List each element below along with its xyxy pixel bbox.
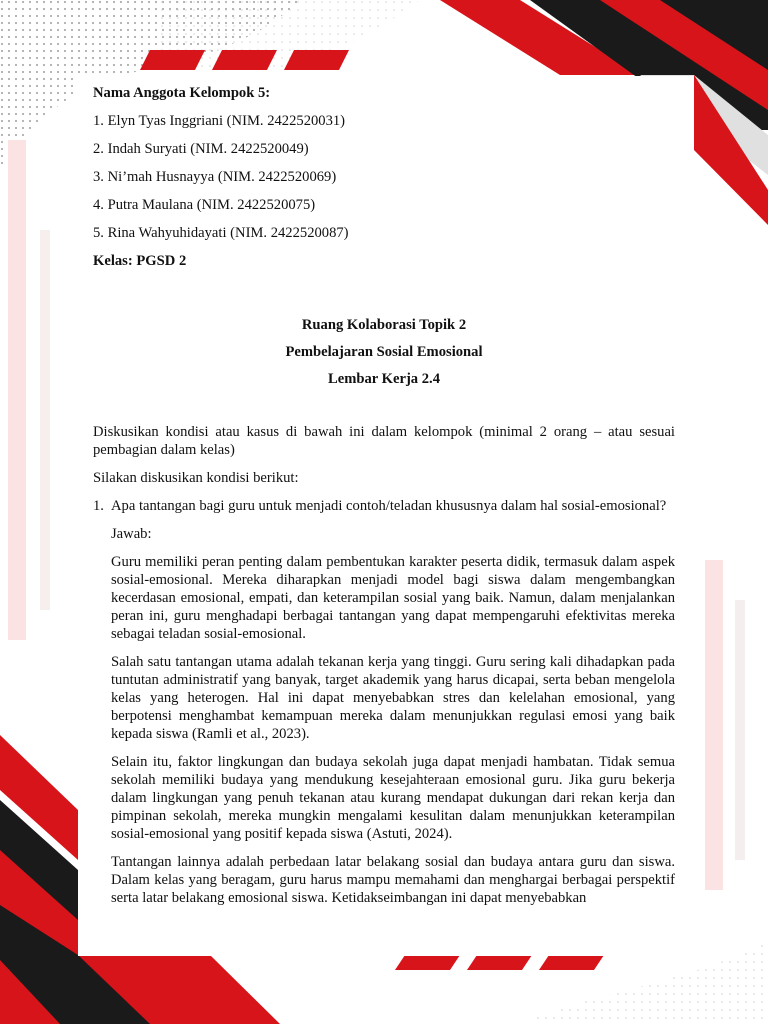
worksheet-label: Lembar Kerja 2.4: [328, 371, 440, 387]
intro-text: Diskusikan kondisi atau kasus di bawah ini dalam kelompok (minimal 2 orang – atau sesuai pembagian dalam kelas): [93, 424, 675, 458]
question-text: Apa tantangan bagi guru untuk menjadi contoh/teladan khususnya dalam hal sosial-emosional?: [111, 498, 667, 514]
member-item: 1. Elyn Tyas Inggriani (NIM. 2422520031): [93, 113, 346, 129]
answer-paragraph: Tantangan lainnya adalah perbedaan latar belakang sosial dan budaya antara guru dan siswa. Dalam kelas yang beragam, guru harus mampu memahami dan menghargai berbagai perspektif serta latar belakang emosional siswa. Ketidakseimbangan ini dapat menyebabkan: [111, 854, 675, 906]
class-label: Kelas: PGSD 2: [93, 253, 187, 269]
answer-paragraph: Guru memiliki peran penting dalam pembentukan karakter peserta didik, termasuk dalam aspek sosial-emosional. Mereka diharapkan menjadi model bagi siswa dalam mengembangkan kecerdasan emosional, empati, dan keterampilan sosial yang baik. Namun, dalam menjalankan peran ini, guru menghadapi berbagai tantangan yang dapat mempengaruhi efektivitas mereka sebagai teladan sosial-emosional.: [111, 554, 675, 642]
document-content: [93, 84, 675, 917]
member-item: 3. Ni’mah Husnayya (NIM. 2422520069): [93, 169, 337, 185]
document-title: Ruang Kolaborasi Topik 2: [301, 317, 467, 333]
question-number: 1.: [93, 498, 104, 514]
member-item: 4. Putra Maulana (NIM. 2422520075): [93, 197, 316, 213]
member-item: 5. Rina Wahyuhidayati (NIM. 2422520087): [93, 225, 349, 241]
answer-paragraph: Selain itu, faktor lingkungan dan budaya sekolah juga dapat menjadi hambatan. Tidak semua sekolah memiliki budaya yang mendukung kesejahteraan emosional guru. Jika guru bekerja dalam lingkungan yang penuh tekanan atau kurang mendapat dukungan dari rekan kerja dan pimpinan sekolah, mereka mungkin mengalami kesulitan dalam menunjukkan keterampilan sosial-emosional yang positif kepada siswa (Astuti, 2024).: [111, 754, 675, 842]
members-title: Nama Anggota Kelompok 5:: [93, 85, 271, 101]
answer-label: Jawab:: [111, 526, 152, 542]
answer-paragraph: Salah satu tantangan utama adalah tekanan kerja yang tinggi. Guru sering kali dihadapkan pada tuntutan administratif yang banyak, target akademik yang harus dicapai, serta beban mengelola kelas yang heterogen. Hal ini dapat menyebabkan stres dan kelelahan emosional, yang berpotensi menghambat kemampuan mereka dalam menunjukkan regulasi emosi yang baik kepada siswa (Ramli et al., 2023).: [111, 654, 675, 742]
document-subtitle: Pembelajaran Sosial Emosional: [285, 344, 483, 360]
instruction-text: Silakan diskusikan kondisi berikut:: [93, 470, 299, 486]
member-item: 2. Indah Suryati (NIM. 2422520049): [93, 141, 309, 157]
question-item: [93, 497, 675, 515]
